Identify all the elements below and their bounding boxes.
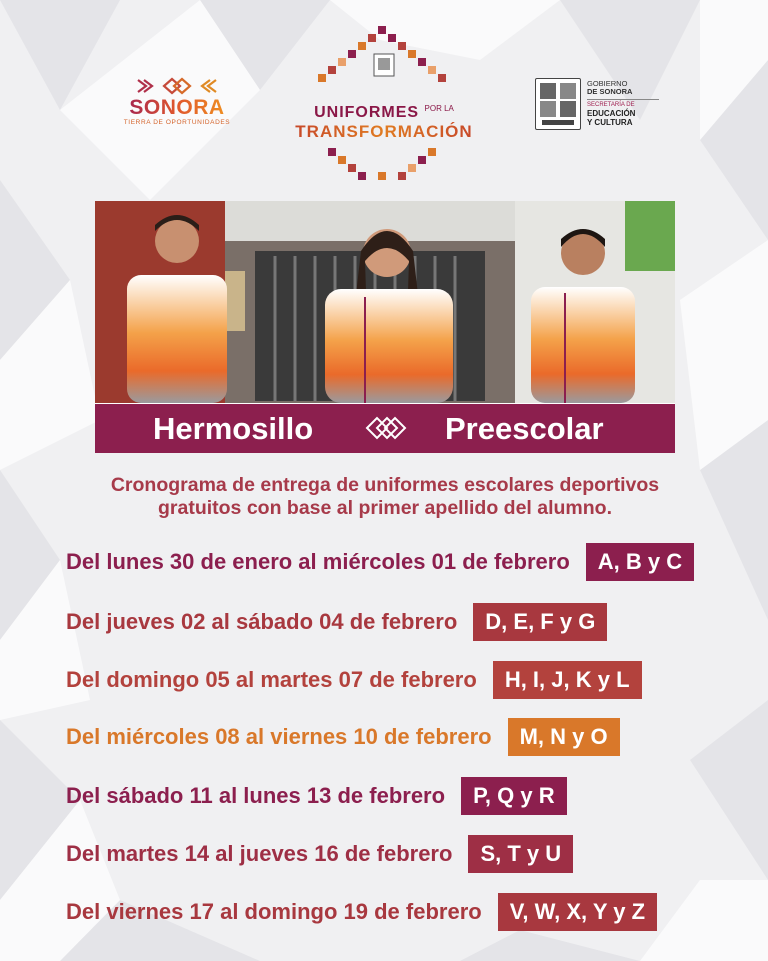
- city-level-banner: [95, 403, 675, 453]
- schedule-date: Del viernes 17 al domingo 19 de febrero: [66, 899, 482, 924]
- sonora-name: SONORA: [118, 98, 236, 118]
- gov-divider: [587, 99, 659, 100]
- schedule-date: Del sábado 11 al lunes 13 de febrero: [66, 783, 446, 808]
- letters-badge: P, Q y R: [461, 777, 567, 815]
- letters-badge: H, I, J, K y L: [493, 661, 642, 699]
- letters-badge: A, B y C: [586, 543, 694, 581]
- campaign-logo: [268, 22, 500, 182]
- gov-label: GOBIERNO DE SONORA: [587, 79, 633, 96]
- diamond-pixel-frame: [268, 22, 500, 182]
- education-label: EDUCACIÓN Y CULTURA: [587, 109, 636, 127]
- campaign-title-line1: UNIFORMES $^{POR LA}$: [314, 104, 454, 121]
- schedule-date: Del domingo 05 al martes 07 de febrero: [66, 667, 477, 692]
- gobierno-sonora-logo: [535, 78, 660, 130]
- letters-badge: M, N y O: [508, 718, 620, 756]
- campaign-title-line2: TRANSFORMACIÓN: [268, 122, 500, 142]
- students-photo: [95, 201, 675, 403]
- schedule-date: Del miércoles 08 al viernes 10 de febrero: [66, 724, 492, 749]
- schedule-subtitle: Cronograma de entrega de uniformes escolares deportivos gratuitos con base al primer apellido del alumno.: [110, 474, 660, 519]
- sonora-knot-icon: [134, 76, 220, 96]
- schedule-date: Del jueves 02 al sábado 04 de febrero: [66, 609, 458, 634]
- letters-badge: V, W, X, Y y Z: [498, 893, 657, 931]
- letters-badge: D, E, F y G: [473, 603, 607, 641]
- schedule-date: Del lunes 30 de enero al miércoles 01 de febrero: [66, 549, 570, 574]
- sonora-knot-icon: [363, 413, 409, 443]
- sonora-tagline: TIERRA DE OPORTUNIDADES: [123, 119, 231, 126]
- city-label: Hermosillo: [153, 411, 314, 446]
- secretaria-label: SECRETARÍA DE: [587, 102, 635, 108]
- state-seal-icon: [535, 78, 581, 130]
- sonora-logo: [118, 76, 236, 132]
- schedule-date: Del martes 14 al jueves 16 de febrero: [66, 841, 453, 866]
- level-label: Preescolar: [445, 411, 604, 446]
- letters-badge: S, T y U: [468, 835, 573, 873]
